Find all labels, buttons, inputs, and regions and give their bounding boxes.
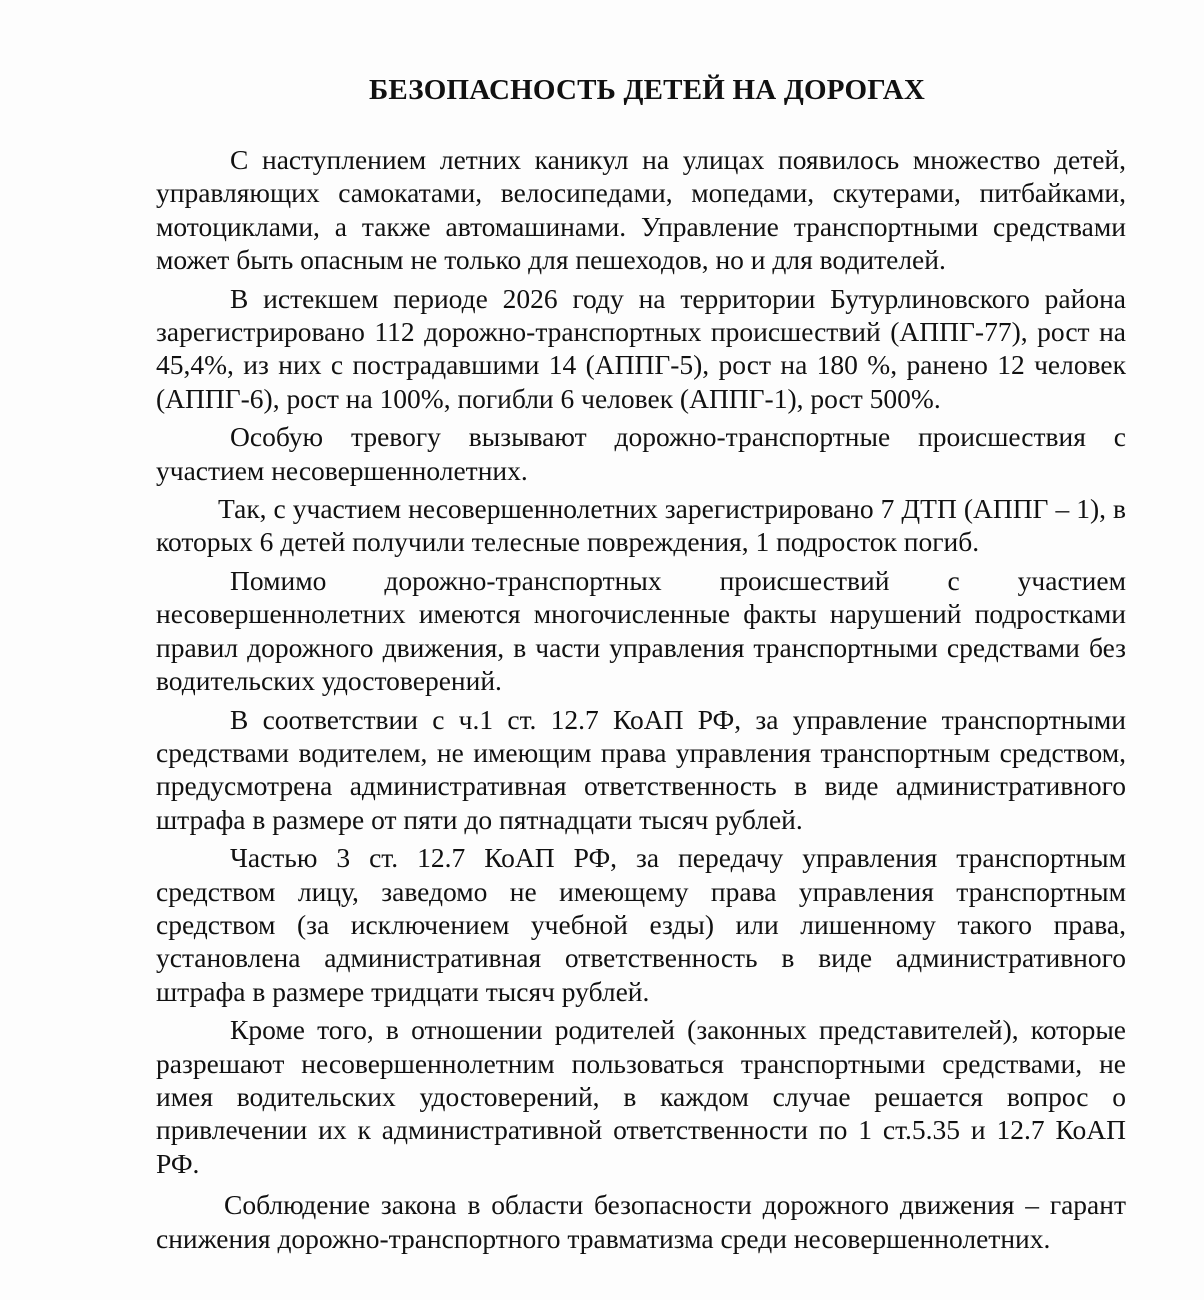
paragraph-conclusion: Соблюдение закона в области безопасности дорожного движения – гарант снижения дорожно-транспортного травматизма среди несовершеннолетних. bbox=[156, 1189, 1126, 1254]
paragraph-parents-liability: Кроме того, в отношении родителей (законных представителей), которые разрешают несовершеннолетним пользоваться транспортными средствами, не имея водительских удостоверений, в каждом случае решается вопрос о привлечении их к административной ответственности по 1 ст.5.35 и 12.7 КоАП РФ. bbox=[156, 1014, 1126, 1179]
document-title: БЕЗОПАСНОСТЬ ДЕТЕЙ НА ДОРОГАХ bbox=[368, 74, 926, 106]
document-body bbox=[156, 143, 1126, 1260]
paragraph-koap-part1: В соответствии с ч.1 ст. 12.7 КоАП РФ, за управление транспортными средствами водителем, не имеющим права управления транспортным средством, предусмотрена административная ответственность в виде административного штрафа в размере от пяти до пятнадцати тысяч рублей. bbox=[156, 703, 1126, 835]
paragraph-violations: Помимо дорожно-транспортных происшествий с участием несовершеннолетних имеются многочисленные факты нарушений подростками правил дорожного движения, в части управления транспортными средствами без водительских удостоверений. bbox=[156, 564, 1126, 697]
paragraph-concern: Особую тревогу вызывают дорожно-транспортные происшествия с участием несовершеннолетних. bbox=[156, 421, 1126, 486]
paragraph-minor-accidents: Так, с участием несовершеннолетних зарегистрировано 7 ДТП (АППГ – 1), в которых 6 детей получили телесные повреждения, 1 подросток погиб. bbox=[156, 493, 1126, 558]
paragraph-accident-statistics: В истекшем периоде 2026 году на территории Бутурлиновского района зарегистрировано 112 дорожно-транспортных происшествий (АППГ-77), рост на 45,4%, из них с пострадавшими 14 (АППГ-5), рост на 180 %, ранено 12 человек (АППГ-6), рост на 100%, погибли 6 человек (АППГ-1), рост 500%. bbox=[156, 282, 1126, 414]
paragraph-koap-part3: Частью 3 ст. 12.7 КоАП РФ, за передачу управления транспортным средством лицу, заведомо не имеющему права управления транспортным средством (за исключением учебной езды) или лишенному такого права, установлена административная ответственность в виде административного штрафа в размере тридцати тысяч рублей. bbox=[156, 842, 1126, 1007]
paragraph-summer-holidays: С наступлением летних каникул на улицах появилось множество детей, управляющих самокатами, велосипедами, мопедами, скутерами, питбайками, мотоциклами, а также автомашинами. Управление транспортными средствами может быть опасным не только для пешеходов, но и для водителей. bbox=[156, 144, 1126, 276]
